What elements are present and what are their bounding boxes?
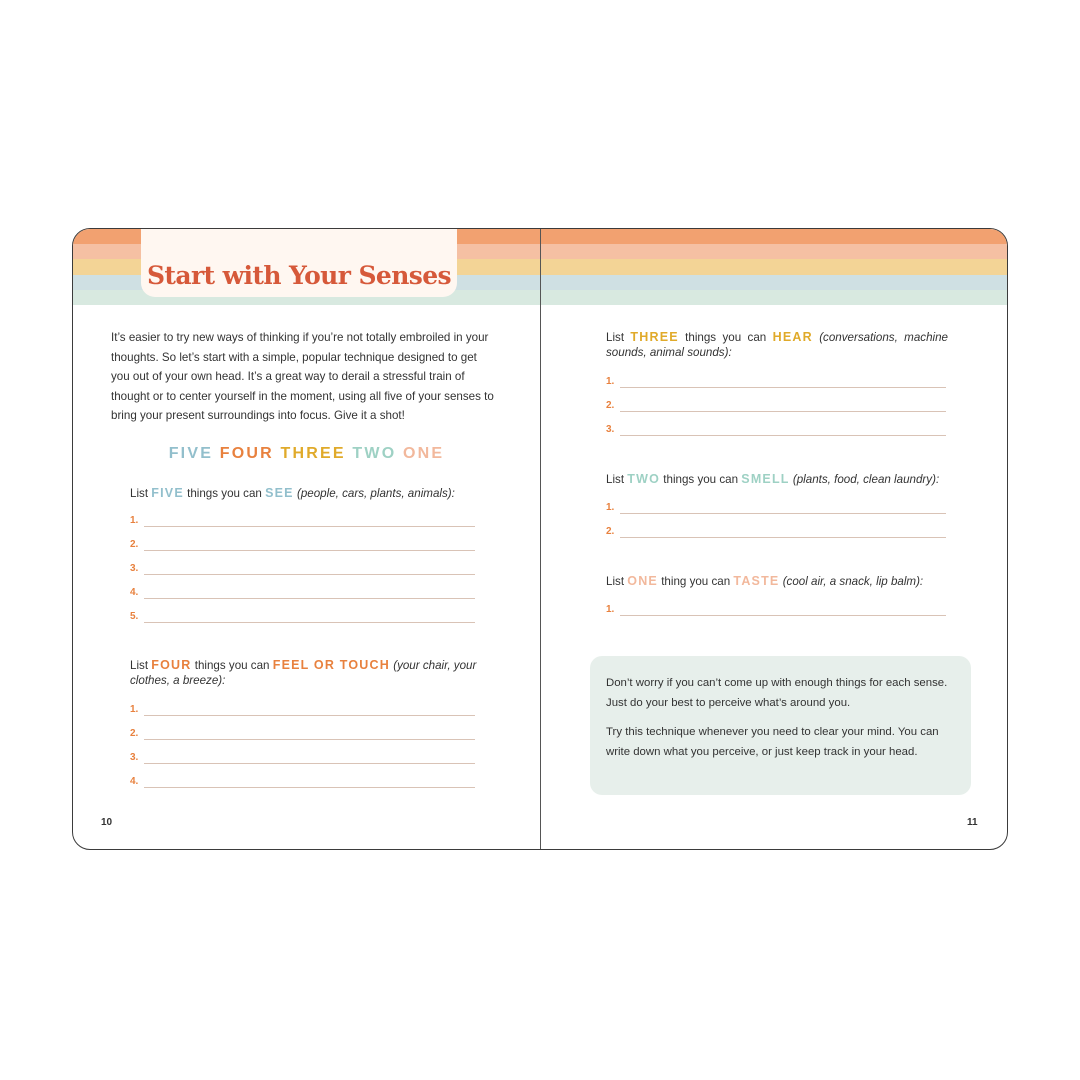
touch-prompt [130, 658, 480, 688]
title-tab [141, 229, 457, 297]
page-title: Start with Your Senses [146, 261, 452, 290]
smell-list-word: List [606, 473, 625, 486]
taste-sense: TASTE [733, 574, 780, 588]
smell-things-text: things you can [663, 473, 739, 486]
touch-list-word: List [130, 659, 149, 672]
line-number: 1. [606, 502, 615, 513]
smell-sense: SMELL [741, 472, 790, 486]
tip-box [590, 656, 971, 795]
taste-examples: (cool air, a snack, lip balm): [782, 575, 924, 588]
hear-count: THREE [630, 330, 679, 344]
hear-sense: HEAR [772, 330, 813, 344]
hear-list-word: List [606, 331, 625, 344]
line-number: 2. [606, 400, 615, 411]
book-spread [72, 228, 1008, 850]
page-number-left: 10 [101, 817, 113, 828]
see-count: FIVE [151, 486, 184, 500]
line-number: 2. [130, 728, 139, 739]
line-number: 3. [606, 424, 615, 435]
line-number: 3. [130, 752, 139, 763]
see-sense: SEE [265, 486, 294, 500]
intro-paragraph: It’s easier to try new ways of thinking if you’re not totally embroiled in your thoughts. So let’s start with a simple, popular technique designed to get you out of your own head. It’s a great way to derail a stressful train of thought or to center yourself in the moment, using all five of your senses to bring your present surroundings into focus. Give it a shot! [111, 331, 494, 422]
line-number: 1. [606, 376, 615, 387]
countdown-four: FOUR [219, 445, 274, 462]
touch-count: FOUR [151, 658, 192, 672]
line-number: 5. [130, 611, 139, 622]
see-examples: (people, cars, plants, animals): [296, 487, 455, 500]
smell-prompt [606, 472, 956, 487]
line-number: 4. [130, 587, 139, 598]
tip-paragraph-1: Don’t worry if you can’t come up with enough things for each sense. Just do your best to perceive what’s around you. [606, 677, 948, 709]
line-number: 1. [606, 604, 615, 615]
right-page [541, 229, 1008, 849]
line-number: 2. [606, 526, 615, 537]
smell-count: TWO [627, 472, 661, 486]
see-list-word: List [130, 487, 149, 500]
line-number: 3. [130, 563, 139, 574]
taste-count: ONE [627, 574, 658, 588]
taste-list-word: List [606, 575, 625, 588]
touch-examples: (your chair, your clothes, a breeze): [130, 659, 477, 687]
touch-sense: FEEL OR TOUCH [272, 658, 390, 672]
page-number-right: 11 [967, 817, 978, 828]
line-number: 1. [130, 704, 139, 715]
taste-things-text: thing you can [661, 575, 731, 588]
countdown-three: THREE [280, 445, 346, 462]
countdown-heading [73, 445, 540, 463]
line-number: 2. [130, 539, 139, 550]
see-prompt [130, 486, 490, 501]
line-number: 4. [130, 776, 139, 787]
hear-things-text: things you can [685, 331, 767, 344]
countdown-one: ONE [403, 445, 445, 462]
countdown-five: FIVE [168, 445, 214, 462]
see-things-text: things you can [187, 487, 262, 500]
left-page [73, 229, 540, 849]
countdown-two: TWO [352, 445, 397, 462]
touch-things-text: things you can [194, 659, 270, 672]
taste-prompt [606, 574, 956, 589]
tip-paragraph-2: Try this technique whenever you need to clear your mind. You can write down what you perceive, or just keep track in your head. [606, 726, 939, 758]
smell-examples: (plants, food, clean laundry): [792, 473, 940, 486]
hear-examples: (conversations, machine sounds, animal sounds): [606, 331, 948, 359]
line-number: 1. [130, 515, 139, 526]
hear-prompt [606, 330, 948, 360]
